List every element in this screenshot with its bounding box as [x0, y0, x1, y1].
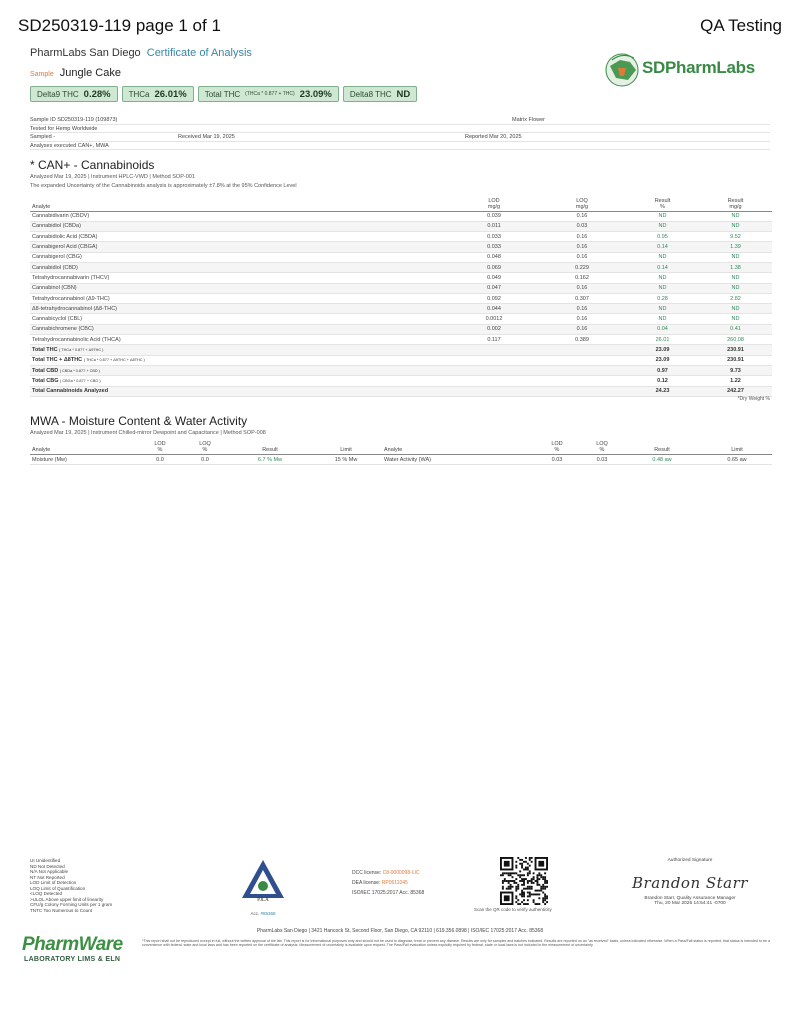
- abbreviation-legend: [30, 858, 112, 913]
- authorized-signature: [610, 858, 770, 906]
- total-name: Total CBG ( CBGa * 0.877 + CBG ): [30, 376, 450, 386]
- table-row: [30, 324, 772, 334]
- loq-value: 0.0: [180, 455, 230, 465]
- result-pct: 0.14: [626, 262, 699, 272]
- lod-value: 0.092: [450, 293, 538, 303]
- col-loq-2: LOQ %: [582, 440, 622, 455]
- pill-delta9-thc: [30, 86, 118, 102]
- pharmware-logo: [22, 934, 132, 968]
- col-result: Result: [230, 440, 310, 455]
- analyte-name: Cannabicyclol (CBL): [30, 314, 450, 324]
- loq-value: 0.16: [538, 232, 626, 242]
- result-mg: 1.39: [699, 242, 772, 252]
- loq-value: 0.16: [538, 314, 626, 324]
- sample-line: [30, 67, 121, 79]
- pill-delta8-thc: [343, 86, 417, 102]
- legend-item: UI Unidentified: [30, 858, 61, 863]
- mwa-table: [30, 440, 772, 465]
- lod-value: 0.047: [450, 283, 538, 293]
- lod-value: 0.069: [450, 262, 538, 272]
- pill-value: 26.01%: [154, 88, 187, 100]
- table-row: [30, 262, 772, 272]
- analyte-name: Tetrahydrocannabinolic Acid (THCA): [30, 335, 450, 345]
- result-pct: ND: [626, 314, 699, 324]
- loq-value: 0.307: [538, 293, 626, 303]
- total-row: [30, 365, 772, 375]
- result-mg: ND: [699, 252, 772, 262]
- legend-item: TNTC Too Numerous to Count: [30, 907, 92, 913]
- loq-value: 0.16: [538, 283, 626, 293]
- total-name: Total Cannabinoids Analyzed: [30, 386, 450, 396]
- pjla-accreditation: [238, 858, 288, 916]
- legend-item: >ULOL Above upper limit of linearity: [30, 896, 104, 902]
- analyte-name: Cannabigerol Acid (CBGA): [30, 242, 450, 252]
- result-mg: 1.38: [699, 262, 772, 272]
- result-mg: ND: [699, 304, 772, 314]
- analyte-moisture: Moisture (Mw): [30, 455, 140, 465]
- pill-value: 23.09%: [299, 88, 332, 100]
- legend-item: <LOQ Detected: [30, 891, 63, 896]
- analyte-name: Cannabinol (CBN): [30, 283, 450, 293]
- analyte-name: Cannabigerol (CBG): [30, 252, 450, 262]
- col-result-2: Result: [622, 440, 702, 455]
- analyte-name: Tetrahydrocannabivarin (THCV): [30, 273, 450, 283]
- qa-testing-title: QA Testing: [700, 16, 782, 35]
- table-row: [30, 293, 772, 303]
- lod-value: 0.03: [532, 455, 582, 465]
- lab-name: PharmLabs San Diego: [30, 47, 141, 59]
- table-row: [30, 211, 772, 221]
- pjla-logo-icon: [240, 858, 286, 902]
- result-pct: ND: [626, 273, 699, 283]
- loq-value: 0.162: [538, 273, 626, 283]
- total-row: [30, 355, 772, 365]
- total-name: Total CBD ( CBDa * 0.877 + CBD ): [30, 365, 450, 375]
- sample-info: [30, 116, 770, 150]
- result-value: 6.7 % Mw: [230, 455, 310, 465]
- result-pct: 26.01: [626, 335, 699, 345]
- total-mg: 230.91: [699, 345, 772, 355]
- pjla-acc: Acc. #85368: [250, 911, 276, 916]
- col-analyte: Analyte: [30, 194, 450, 211]
- table-header-row: [30, 440, 772, 455]
- table-row: [30, 314, 772, 324]
- col-result-mg: Result mg/g: [699, 194, 772, 211]
- limit-value: 0.65 aw: [702, 455, 772, 465]
- signature-script: Brandon Starr: [632, 874, 748, 892]
- total-pct: 23.09: [626, 355, 699, 365]
- pill-formula: (THCa * 0.877 + THC): [245, 91, 295, 97]
- info-row: [30, 125, 770, 134]
- licenses: [352, 868, 424, 898]
- col-lod: LOD %: [140, 440, 180, 455]
- sdpharmlabs-logo: [600, 48, 775, 90]
- pharmware-logo-main: PharmWare: [22, 934, 123, 955]
- table-row: [30, 221, 772, 231]
- total-row: [30, 345, 772, 355]
- result-pct: ND: [626, 304, 699, 314]
- qr-caption: Scan the QR code to verify authenticity: [474, 907, 552, 912]
- result-pct: ND: [626, 283, 699, 293]
- total-pct: 23.09: [626, 345, 699, 355]
- result-pct: 0.14: [626, 242, 699, 252]
- sampled: Sampled -: [30, 134, 56, 140]
- pill-value: 0.28%: [83, 88, 111, 100]
- col-lod: LOD mg/g: [450, 194, 538, 211]
- limit-value: 15 % Mw: [310, 455, 382, 465]
- legend-item: LOD Limit of Detection: [30, 880, 77, 885]
- doc-type: Certificate of Analysis: [146, 47, 252, 59]
- table-row: [30, 242, 772, 252]
- col-analyte: Analyte: [30, 440, 140, 455]
- result-pct: 0.28: [626, 293, 699, 303]
- loq-value: 0.16: [538, 324, 626, 334]
- lod-value: 0.117: [450, 335, 538, 345]
- verification-qr-code[interactable]: [500, 857, 548, 905]
- pill-label: Delta9 THC: [37, 89, 79, 99]
- footer-disclaimer: *This report shall not be reproduced except in full, without the written approval of the lab. This report is for informational purposes only and should not be used to diagnose, treat or prevent any disease. Results are only for samples and batches indicated. Results are reported on an "as received" basis, unless indicated otherwise. When a Pass/Fail status is reported, that status is intended to be a convenience with federal, state and local laws and has been reported on the certificate of analysis. Measurement of uncertainty is available upon request. The Pass/Fail evaluation unless explicitly required by federal, state or local laws is not included in the measurement of uncertainty.: [142, 939, 770, 948]
- lod-value: 0.002: [450, 324, 538, 334]
- legend-item: ND Not Detected: [30, 863, 65, 869]
- result-pct: ND: [626, 221, 699, 231]
- lab-line: [30, 47, 252, 59]
- dry-weight-note: *Dry Weight %: [737, 396, 770, 402]
- sample-label: Sample: [30, 71, 54, 78]
- lod-value: 0.048: [450, 252, 538, 262]
- signature-label: Authorized Signature: [667, 858, 713, 863]
- pill-label: Total THC: [204, 89, 241, 99]
- received: Received Mar 19, 2025: [178, 134, 235, 140]
- loq-value: 0.16: [538, 242, 626, 252]
- total-name: Total THC ( THCa * 0.877 + Δ9THC ): [30, 345, 450, 355]
- tested-for: Tested for Hemp Worldwide: [30, 125, 98, 132]
- signature-datetime: Thu, 20 Mar 2025 14:54:41 -0700: [654, 901, 726, 906]
- info-row: [30, 142, 770, 151]
- california-map-icon: [600, 48, 644, 90]
- footer-address: PharmLabs San Diego | 3421 Hancock St, Second Floor, San Diego, CA 92110 | 619.356.0898 | ISO/IEC 17025:2017 Acc. 85368: [256, 928, 544, 934]
- info-row: [30, 133, 770, 142]
- total-mg: 1.22: [699, 376, 772, 386]
- analyte-name: Cannabidiol (CBDa): [30, 221, 450, 231]
- lod-value: 0.0: [140, 455, 180, 465]
- total-row: [30, 386, 772, 396]
- result-mg: ND: [699, 221, 772, 231]
- loq-value: 0.03: [582, 455, 622, 465]
- col-loq: LOQ %: [180, 440, 230, 455]
- lod-value: 0.039: [450, 211, 538, 221]
- result-value: 0.48 aw: [622, 455, 702, 465]
- cannabinoids-uncertainty: The expanded Uncertainty of the Cannabinoids analysis is approximately ±7.8% at the 95% Confidence Level: [30, 183, 297, 189]
- pill-thca: [122, 86, 194, 102]
- table-row: [30, 283, 772, 293]
- table-row: [30, 252, 772, 262]
- analyte-water-activity: Water Activity (WA): [382, 455, 532, 465]
- table-header-row: [30, 194, 772, 211]
- table-row: [30, 335, 772, 345]
- table-row: [30, 455, 772, 465]
- total-mg: 230.91: [699, 355, 772, 365]
- col-limit-2: Limit: [702, 440, 772, 455]
- col-limit: Limit: [310, 440, 382, 455]
- pill-label: THCa: [128, 89, 150, 99]
- loq-value: 0.389: [538, 335, 626, 345]
- result-mg: 0.41: [699, 324, 772, 334]
- result-mg: ND: [699, 314, 772, 324]
- result-mg: ND: [699, 273, 772, 283]
- pjla-text: PJLA: [257, 898, 269, 902]
- mwa-analyzed: Analyzed Mar 19, 2025 | Instrument Chilled-mirror Dewpoint and Capacitance | Method SOP-008: [30, 430, 266, 436]
- pharmware-logo-sub: LABORATORY LIMS & ELN: [24, 956, 121, 963]
- sample-name: Jungle Cake: [59, 67, 121, 79]
- reported: Reported Mar 20, 2025: [465, 134, 522, 140]
- result-mg: ND: [699, 283, 772, 293]
- cannabinoids-title: * CAN+ - Cannabinoids: [30, 158, 155, 172]
- result-mg: 260.08: [699, 335, 772, 345]
- total-pct: 0.12: [626, 376, 699, 386]
- logo-text: SDPharmLabs: [642, 58, 755, 77]
- lod-value: 0.049: [450, 273, 538, 283]
- loq-value: 0.229: [538, 262, 626, 272]
- pill-value: ND: [396, 88, 411, 100]
- analyte-name: Cannabidiol (CBD): [30, 262, 450, 272]
- signer-name-title: Brandon Starr, Quality Assurance Manager: [644, 896, 736, 901]
- pill-total-thc: [198, 86, 339, 102]
- dea-license: DEA license: RP0611045: [352, 880, 408, 886]
- analyte-name: Cannabichromene (CBC): [30, 324, 450, 334]
- sample-id: Sample ID SD250319-119 (109873): [30, 117, 118, 123]
- loq-value: 0.16: [538, 211, 626, 221]
- result-mg: 2.82: [699, 293, 772, 303]
- mwa-title: MWA - Moisture Content & Water Activity: [30, 414, 248, 428]
- result-pct: ND: [626, 211, 699, 221]
- total-pct: 24.23: [626, 386, 699, 396]
- lod-value: 0.011: [450, 221, 538, 231]
- result-pct: 0.04: [626, 324, 699, 334]
- cannabinoids-table: [30, 194, 772, 397]
- total-row: [30, 376, 772, 386]
- loq-value: 0.03: [538, 221, 626, 231]
- dcc-license: DCC license: C8-0000098-LIC: [352, 870, 420, 876]
- result-mg: ND: [699, 211, 772, 221]
- analyte-name: Cannabidivarin (CBDV): [30, 211, 450, 221]
- report-id-page: SD250319-119 page 1 of 1: [18, 16, 221, 35]
- lod-value: 0.0012: [450, 314, 538, 324]
- table-row: [30, 232, 772, 242]
- table-row: [30, 273, 772, 283]
- legend-item: CFU/g Colony Forming Units per 1 gram: [30, 902, 113, 907]
- loq-value: 0.16: [538, 252, 626, 262]
- analyte-name: Δ8-tetrahydrocannabinol (Δ8-THC): [30, 304, 450, 314]
- loq-value: 0.16: [538, 304, 626, 314]
- legend-item: N/A Not Applicable: [30, 869, 69, 874]
- result-mg: 9.52: [699, 232, 772, 242]
- total-pct: 0.97: [626, 365, 699, 375]
- result-pct: 0.95: [626, 232, 699, 242]
- analyses-executed: Analyses executed CAN+, MWA: [30, 142, 109, 149]
- lod-value: 0.033: [450, 232, 538, 242]
- total-name: Total THC + Δ8THC ( THCa * 0.877 + Δ9THC + Δ8THC ): [30, 355, 450, 365]
- info-row: [30, 116, 770, 125]
- summary-pills: [30, 86, 417, 102]
- lod-value: 0.044: [450, 304, 538, 314]
- col-result-pct: Result %: [626, 194, 699, 211]
- col-lod-2: LOD %: [532, 440, 582, 455]
- legend-item: NT Not Reported: [30, 874, 65, 880]
- pill-label: Delta8 THC: [349, 89, 392, 99]
- total-mg: 242.27: [699, 386, 772, 396]
- col-loq: LOQ mg/g: [538, 194, 626, 211]
- lod-value: 0.033: [450, 242, 538, 252]
- table-row: [30, 304, 772, 314]
- result-pct: ND: [626, 252, 699, 262]
- analyte-name: Cannabidiolic Acid (CBDA): [30, 232, 450, 242]
- cannabinoids-analyzed: Analyzed Mar 19, 2025 | Instrument HPLC-VWD | Method SOP-001: [30, 174, 195, 180]
- legend-item: LOQ Limit of Quantification: [30, 885, 86, 891]
- analyte-name: Tetrahydrocannabinol (Δ9-THC): [30, 293, 450, 303]
- iso-accreditation: ISO/IEC 17025:2017 Acc. 85368: [352, 890, 425, 896]
- col-analyte-2: Analyte: [382, 440, 532, 455]
- report-header: [18, 16, 782, 40]
- matrix: Matrix Flower: [512, 117, 546, 123]
- total-mg: 9.73: [699, 365, 772, 375]
